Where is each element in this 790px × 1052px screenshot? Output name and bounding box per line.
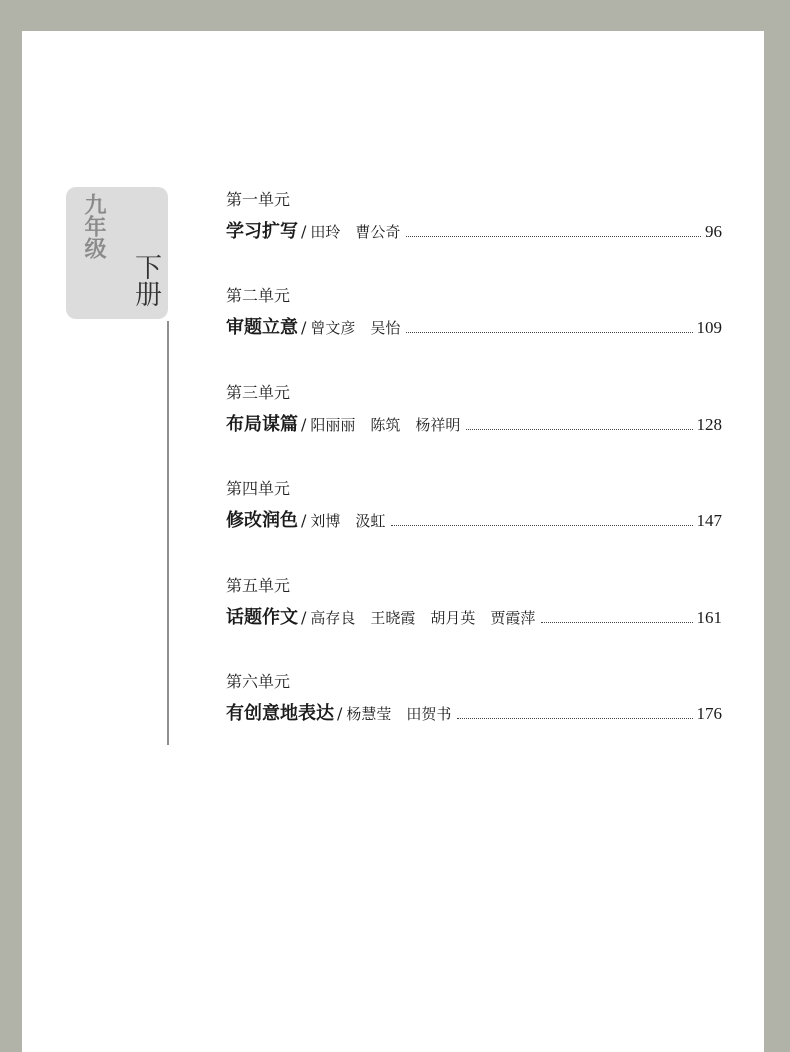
- dot-leader: [406, 235, 701, 237]
- toc-entry[interactable]: [226, 700, 722, 726]
- entry-page-number: 147: [696, 511, 722, 531]
- unit-title: 第六单元: [226, 671, 291, 691]
- volume-label: 下册: [130, 253, 161, 307]
- entry-separator: /: [337, 703, 343, 723]
- grade-label: 九年级: [81, 193, 106, 259]
- entry-separator: /: [301, 318, 307, 338]
- document-page: [22, 31, 764, 1052]
- entry-authors: 阳丽丽 陈筑 杨祥明: [310, 415, 461, 434]
- toc-entry[interactable]: [226, 604, 722, 630]
- dot-leader: [457, 717, 692, 719]
- entry-page-number: 176: [696, 703, 722, 723]
- entry-authors: 刘博 汲虹: [310, 512, 386, 531]
- entry-separator: /: [301, 222, 307, 241]
- entry-separator: /: [301, 414, 307, 434]
- entry-title: 布局谋篇: [226, 413, 298, 435]
- dot-leader: [391, 524, 692, 526]
- toc-unit-3: [226, 382, 722, 478]
- dot-leader: [406, 331, 692, 333]
- grade-volume-tab: [66, 187, 168, 319]
- dot-leader: [466, 428, 692, 430]
- unit-title: 第四单元: [226, 479, 291, 499]
- entry-authors: 杨慧莹 田贺书: [346, 704, 452, 723]
- entry-title: 修改润色: [226, 510, 298, 532]
- toc-unit-6: [226, 671, 722, 767]
- entry-separator: /: [301, 607, 307, 627]
- entry-authors: 曾文彦 吴怡: [310, 319, 401, 338]
- entry-title: 学习扩写: [226, 221, 298, 242]
- toc-entry[interactable]: [226, 411, 722, 437]
- entry-authors: 高存良 王晓霞 胡月英 贾霞萍: [310, 608, 536, 627]
- table-of-contents: [226, 189, 722, 767]
- dot-leader: [541, 621, 692, 623]
- unit-title: 第二单元: [226, 286, 291, 306]
- unit-title: 第五单元: [226, 575, 291, 595]
- entry-title: 有创意地表达: [226, 702, 334, 724]
- unit-title: 第一单元: [226, 190, 291, 209]
- entry-page-number: 109: [696, 318, 722, 338]
- toc-entry[interactable]: [226, 314, 722, 340]
- toc-entry[interactable]: [226, 507, 722, 533]
- entry-page-number: 96: [705, 222, 722, 241]
- entry-title: 审题立意: [226, 317, 298, 339]
- entry-separator: /: [301, 511, 307, 531]
- toc-entry[interactable]: [226, 218, 722, 244]
- toc-unit-2: [226, 285, 722, 381]
- entry-title: 话题作文: [226, 606, 298, 628]
- entry-page-number: 161: [696, 607, 722, 627]
- entry-page-number: 128: [696, 414, 722, 434]
- toc-unit-5: [226, 575, 722, 671]
- toc-unit-4: [226, 478, 722, 574]
- entry-authors: 田玲 曹公奇: [310, 223, 401, 241]
- unit-title: 第三单元: [226, 382, 291, 402]
- toc-unit-1: [226, 189, 722, 285]
- vertical-divider: [167, 321, 169, 745]
